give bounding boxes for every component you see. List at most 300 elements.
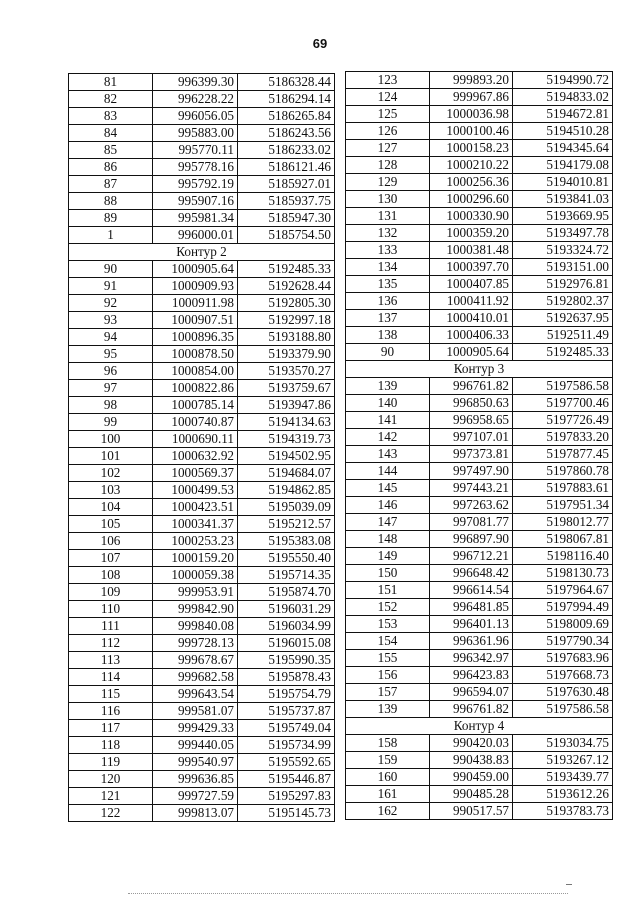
y-coordinate-cell: 5186121.46 [238, 159, 335, 176]
y-coordinate-cell: 5193759.67 [238, 380, 335, 397]
point-number-cell: 107 [69, 550, 153, 567]
point-number-cell: 148 [346, 531, 430, 548]
x-coordinate-cell: 1000100.46 [430, 123, 513, 140]
table-row [346, 463, 613, 480]
x-coordinate-cell: 999540.97 [153, 754, 238, 771]
point-number-cell: 113 [69, 652, 153, 669]
y-coordinate-cell: 5194010.81 [513, 174, 613, 191]
x-coordinate-cell: 1000822.86 [153, 380, 238, 397]
table-row [346, 752, 613, 769]
point-number-cell: 120 [69, 771, 153, 788]
x-coordinate-cell: 1000423.51 [153, 499, 238, 516]
table-row [346, 616, 613, 633]
y-coordinate-cell: 5194672.81 [513, 106, 613, 123]
y-coordinate-cell: 5193379.90 [238, 346, 335, 363]
point-number-cell: 161 [346, 786, 430, 803]
point-number-cell: 119 [69, 754, 153, 771]
table-row [69, 584, 335, 601]
x-coordinate-cell: 999636.85 [153, 771, 238, 788]
x-coordinate-cell: 996897.90 [430, 531, 513, 548]
x-coordinate-cell: 1000569.37 [153, 465, 238, 482]
y-coordinate-cell: 5197630.48 [513, 684, 613, 701]
y-coordinate-cell: 5197860.78 [513, 463, 613, 480]
table-row [346, 106, 613, 123]
point-number-cell: 136 [346, 293, 430, 310]
x-coordinate-cell: 999893.20 [430, 72, 513, 89]
table-row [69, 312, 335, 329]
point-number-cell: 121 [69, 788, 153, 805]
point-number-cell: 81 [69, 74, 153, 91]
contour-label: Контур 4 [346, 718, 613, 735]
x-coordinate-cell: 1000381.48 [430, 242, 513, 259]
table-row [69, 618, 335, 635]
y-coordinate-cell: 5198116.40 [513, 548, 613, 565]
x-coordinate-cell: 996000.01 [153, 227, 238, 244]
x-coordinate-cell: 996361.96 [430, 633, 513, 650]
table-row [69, 465, 335, 482]
x-coordinate-cell: 999953.91 [153, 584, 238, 601]
x-coordinate-cell: 990517.57 [430, 803, 513, 820]
y-coordinate-cell: 5194502.95 [238, 448, 335, 465]
x-coordinate-cell: 999967.86 [430, 89, 513, 106]
y-coordinate-cell: 5192637.95 [513, 310, 613, 327]
point-number-cell: 90 [69, 261, 153, 278]
x-coordinate-cell: 999643.54 [153, 686, 238, 703]
point-number-cell: 145 [346, 480, 430, 497]
x-coordinate-cell: 999813.07 [153, 805, 238, 822]
x-coordinate-cell: 995883.00 [153, 125, 238, 142]
y-coordinate-cell: 5198130.73 [513, 565, 613, 582]
y-coordinate-cell: 5194684.07 [238, 465, 335, 482]
point-number-cell: 86 [69, 159, 153, 176]
point-number-cell: 102 [69, 465, 153, 482]
table-row [346, 191, 613, 208]
table-row [69, 329, 335, 346]
table-row [346, 395, 613, 412]
x-coordinate-cell: 1000410.01 [430, 310, 513, 327]
point-number-cell: 100 [69, 431, 153, 448]
x-coordinate-cell: 996712.21 [430, 548, 513, 565]
table-row [69, 533, 335, 550]
contour-label: Контур 2 [69, 244, 335, 261]
y-coordinate-cell: 5195297.83 [238, 788, 335, 805]
y-coordinate-cell: 5192802.37 [513, 293, 613, 310]
x-coordinate-cell: 995770.11 [153, 142, 238, 159]
y-coordinate-cell: 5193669.95 [513, 208, 613, 225]
x-coordinate-cell: 997497.90 [430, 463, 513, 480]
x-coordinate-cell: 1000411.92 [430, 293, 513, 310]
table-row [346, 701, 613, 718]
y-coordinate-cell: 5192485.33 [238, 261, 335, 278]
point-number-cell: 133 [346, 242, 430, 259]
y-coordinate-cell: 5195714.35 [238, 567, 335, 584]
y-coordinate-cell: 5194833.02 [513, 89, 613, 106]
x-coordinate-cell: 990420.03 [430, 735, 513, 752]
table-row [346, 803, 613, 820]
point-number-cell: 112 [69, 635, 153, 652]
x-coordinate-cell: 1000905.64 [153, 261, 238, 278]
x-coordinate-cell: 999842.90 [153, 601, 238, 618]
x-coordinate-cell: 996850.63 [430, 395, 513, 412]
table-row [69, 261, 335, 278]
x-coordinate-cell: 996056.05 [153, 108, 238, 125]
y-coordinate-cell: 5195734.99 [238, 737, 335, 754]
x-coordinate-cell: 1000406.33 [430, 327, 513, 344]
y-coordinate-cell: 5197586.58 [513, 378, 613, 395]
y-coordinate-cell: 5194990.72 [513, 72, 613, 89]
table-row [346, 446, 613, 463]
point-number-cell: 122 [69, 805, 153, 822]
table-row [346, 293, 613, 310]
table-row [69, 346, 335, 363]
point-number-cell: 124 [346, 89, 430, 106]
x-coordinate-cell: 1000407.85 [430, 276, 513, 293]
table-row [69, 431, 335, 448]
table-row [69, 788, 335, 805]
point-number-cell: 117 [69, 720, 153, 737]
point-number-cell: 105 [69, 516, 153, 533]
table-row [346, 259, 613, 276]
y-coordinate-cell: 5196031.29 [238, 601, 335, 618]
point-number-cell: 84 [69, 125, 153, 142]
point-number-cell: 90 [346, 344, 430, 361]
table-row [346, 514, 613, 531]
x-coordinate-cell: 1000499.53 [153, 482, 238, 499]
table-row [346, 140, 613, 157]
y-coordinate-cell: 5186294.14 [238, 91, 335, 108]
table-row [69, 380, 335, 397]
point-number-cell: 138 [346, 327, 430, 344]
table-row [69, 448, 335, 465]
x-coordinate-cell: 999682.58 [153, 669, 238, 686]
x-coordinate-cell: 999581.07 [153, 703, 238, 720]
point-number-cell: 162 [346, 803, 430, 820]
table-row [69, 550, 335, 567]
table-row [346, 89, 613, 106]
table-row [69, 176, 335, 193]
y-coordinate-cell: 5192485.33 [513, 344, 613, 361]
x-coordinate-cell: 1000341.37 [153, 516, 238, 533]
y-coordinate-cell: 5192805.30 [238, 295, 335, 312]
y-coordinate-cell: 5197877.45 [513, 446, 613, 463]
point-number-cell: 149 [346, 548, 430, 565]
x-coordinate-cell: 997263.62 [430, 497, 513, 514]
point-number-cell: 87 [69, 176, 153, 193]
point-number-cell: 123 [346, 72, 430, 89]
x-coordinate-cell: 1000397.70 [430, 259, 513, 276]
y-coordinate-cell: 5195874.70 [238, 584, 335, 601]
x-coordinate-cell: 995981.34 [153, 210, 238, 227]
x-coordinate-cell: 999678.67 [153, 652, 238, 669]
y-coordinate-cell: 5193267.12 [513, 752, 613, 769]
point-number-cell: 132 [346, 225, 430, 242]
table-row [69, 499, 335, 516]
point-number-cell: 89 [69, 210, 153, 227]
y-coordinate-cell: 5197790.34 [513, 633, 613, 650]
x-coordinate-cell: 1000740.87 [153, 414, 238, 431]
y-coordinate-cell: 5193497.78 [513, 225, 613, 242]
y-coordinate-cell: 5197700.46 [513, 395, 613, 412]
table-row [69, 125, 335, 142]
point-number-cell: 1 [69, 227, 153, 244]
point-number-cell: 98 [69, 397, 153, 414]
point-number-cell: 131 [346, 208, 430, 225]
y-coordinate-cell: 5192511.49 [513, 327, 613, 344]
contour-header-row [346, 718, 613, 735]
y-coordinate-cell: 5194319.73 [238, 431, 335, 448]
table-row [346, 735, 613, 752]
y-coordinate-cell: 5194862.85 [238, 482, 335, 499]
point-number-cell: 143 [346, 446, 430, 463]
x-coordinate-cell: 996594.07 [430, 684, 513, 701]
coordinates-table-right [345, 71, 613, 820]
point-number-cell: 153 [346, 616, 430, 633]
y-coordinate-cell: 5196034.99 [238, 618, 335, 635]
table-row [69, 720, 335, 737]
x-coordinate-cell: 1000036.98 [430, 106, 513, 123]
x-coordinate-cell: 996228.22 [153, 91, 238, 108]
point-number-cell: 116 [69, 703, 153, 720]
page-number: 69 [312, 36, 328, 51]
y-coordinate-cell: 5194345.64 [513, 140, 613, 157]
point-number-cell: 129 [346, 174, 430, 191]
table-row [346, 208, 613, 225]
point-number-cell: 142 [346, 429, 430, 446]
table-row [69, 414, 335, 431]
point-number-cell: 99 [69, 414, 153, 431]
point-number-cell: 125 [346, 106, 430, 123]
table-row [346, 344, 613, 361]
point-number-cell: 91 [69, 278, 153, 295]
point-number-cell: 155 [346, 650, 430, 667]
table-row [69, 754, 335, 771]
x-coordinate-cell: 996761.82 [430, 378, 513, 395]
x-coordinate-cell: 997081.77 [430, 514, 513, 531]
table-row [69, 159, 335, 176]
table-row [346, 378, 613, 395]
point-number-cell: 93 [69, 312, 153, 329]
x-coordinate-cell: 997373.81 [430, 446, 513, 463]
table-row [346, 412, 613, 429]
x-coordinate-cell: 996342.97 [430, 650, 513, 667]
page-mark [566, 884, 572, 885]
y-coordinate-cell: 5195737.87 [238, 703, 335, 720]
point-number-cell: 108 [69, 567, 153, 584]
x-coordinate-cell: 999429.33 [153, 720, 238, 737]
x-coordinate-cell: 990438.83 [430, 752, 513, 769]
table-row [346, 582, 613, 599]
contour-header-row [69, 244, 335, 261]
y-coordinate-cell: 5195550.40 [238, 550, 335, 567]
x-coordinate-cell: 1000159.20 [153, 550, 238, 567]
y-coordinate-cell: 5193439.77 [513, 769, 613, 786]
y-coordinate-cell: 5197586.58 [513, 701, 613, 718]
point-number-cell: 157 [346, 684, 430, 701]
x-coordinate-cell: 999440.05 [153, 737, 238, 754]
table-row [346, 429, 613, 446]
y-coordinate-cell: 5197883.61 [513, 480, 613, 497]
table-row [69, 601, 335, 618]
point-number-cell: 139 [346, 701, 430, 718]
y-coordinate-cell: 5195749.04 [238, 720, 335, 737]
table-row [69, 516, 335, 533]
table-row [346, 123, 613, 140]
x-coordinate-cell: 996423.83 [430, 667, 513, 684]
point-number-cell: 103 [69, 482, 153, 499]
x-coordinate-cell: 1000296.60 [430, 191, 513, 208]
x-coordinate-cell: 1000907.51 [153, 312, 238, 329]
point-number-cell: 152 [346, 599, 430, 616]
contour-header-row [346, 361, 613, 378]
x-coordinate-cell: 997443.21 [430, 480, 513, 497]
x-coordinate-cell: 995778.16 [153, 159, 238, 176]
table-row [69, 363, 335, 380]
y-coordinate-cell: 5186265.84 [238, 108, 335, 125]
table-row [346, 599, 613, 616]
table-row [346, 565, 613, 582]
point-number-cell: 151 [346, 582, 430, 599]
y-coordinate-cell: 5193324.72 [513, 242, 613, 259]
x-coordinate-cell: 996399.30 [153, 74, 238, 91]
x-coordinate-cell: 990459.00 [430, 769, 513, 786]
x-coordinate-cell: 995907.16 [153, 193, 238, 210]
y-coordinate-cell: 5193783.73 [513, 803, 613, 820]
y-coordinate-cell: 5195145.73 [238, 805, 335, 822]
point-number-cell: 146 [346, 497, 430, 514]
point-number-cell: 104 [69, 499, 153, 516]
table-row [69, 397, 335, 414]
table-row [69, 210, 335, 227]
table-row [69, 805, 335, 822]
table-row [69, 669, 335, 686]
x-coordinate-cell: 996481.85 [430, 599, 513, 616]
y-coordinate-cell: 5193151.00 [513, 259, 613, 276]
y-coordinate-cell: 5195446.87 [238, 771, 335, 788]
y-coordinate-cell: 5195212.57 [238, 516, 335, 533]
table-row [346, 242, 613, 259]
x-coordinate-cell: 1000253.23 [153, 533, 238, 550]
y-coordinate-cell: 5194179.08 [513, 157, 613, 174]
y-coordinate-cell: 5195039.09 [238, 499, 335, 516]
x-coordinate-cell: 996761.82 [430, 701, 513, 718]
x-coordinate-cell: 995792.19 [153, 176, 238, 193]
table-row [69, 108, 335, 125]
table-row [346, 174, 613, 191]
x-coordinate-cell: 1000359.20 [430, 225, 513, 242]
x-coordinate-cell: 999728.13 [153, 635, 238, 652]
y-coordinate-cell: 5192976.81 [513, 276, 613, 293]
y-coordinate-cell: 5198009.69 [513, 616, 613, 633]
x-coordinate-cell: 1000905.64 [430, 344, 513, 361]
table-row [69, 771, 335, 788]
table-row [346, 633, 613, 650]
table-row [346, 650, 613, 667]
table-row [346, 667, 613, 684]
y-coordinate-cell: 5198012.77 [513, 514, 613, 531]
point-number-cell: 156 [346, 667, 430, 684]
x-coordinate-cell: 1000256.36 [430, 174, 513, 191]
point-number-cell: 92 [69, 295, 153, 312]
point-number-cell: 115 [69, 686, 153, 703]
point-number-cell: 101 [69, 448, 153, 465]
point-number-cell: 85 [69, 142, 153, 159]
x-coordinate-cell: 1000210.22 [430, 157, 513, 174]
x-coordinate-cell: 999727.59 [153, 788, 238, 805]
point-number-cell: 114 [69, 669, 153, 686]
table-row [346, 480, 613, 497]
y-coordinate-cell: 5196015.08 [238, 635, 335, 652]
x-coordinate-cell: 1000896.35 [153, 329, 238, 346]
point-number-cell: 94 [69, 329, 153, 346]
table-row [69, 652, 335, 669]
point-number-cell: 147 [346, 514, 430, 531]
point-number-cell: 97 [69, 380, 153, 397]
point-number-cell: 83 [69, 108, 153, 125]
y-coordinate-cell: 5193947.86 [238, 397, 335, 414]
y-coordinate-cell: 5192628.44 [238, 278, 335, 295]
point-number-cell: 88 [69, 193, 153, 210]
point-number-cell: 82 [69, 91, 153, 108]
point-number-cell: 96 [69, 363, 153, 380]
y-coordinate-cell: 5195383.08 [238, 533, 335, 550]
y-coordinate-cell: 5198067.81 [513, 531, 613, 548]
point-number-cell: 135 [346, 276, 430, 293]
y-coordinate-cell: 5185937.75 [238, 193, 335, 210]
point-number-cell: 139 [346, 378, 430, 395]
x-coordinate-cell: 1000909.93 [153, 278, 238, 295]
y-coordinate-cell: 5195878.43 [238, 669, 335, 686]
point-number-cell: 159 [346, 752, 430, 769]
table-row [69, 193, 335, 210]
table-row [346, 72, 613, 89]
x-coordinate-cell: 1000158.23 [430, 140, 513, 157]
table-row [69, 227, 335, 244]
contour-label: Контур 3 [346, 361, 613, 378]
y-coordinate-cell: 5197951.34 [513, 497, 613, 514]
y-coordinate-cell: 5185927.01 [238, 176, 335, 193]
footer-divider [128, 893, 568, 894]
y-coordinate-cell: 5194134.63 [238, 414, 335, 431]
x-coordinate-cell: 990485.28 [430, 786, 513, 803]
y-coordinate-cell: 5193034.75 [513, 735, 613, 752]
x-coordinate-cell: 1000854.00 [153, 363, 238, 380]
x-coordinate-cell: 1000911.98 [153, 295, 238, 312]
table-row [69, 686, 335, 703]
table-row [346, 769, 613, 786]
point-number-cell: 137 [346, 310, 430, 327]
point-number-cell: 140 [346, 395, 430, 412]
point-number-cell: 130 [346, 191, 430, 208]
x-coordinate-cell: 1000632.92 [153, 448, 238, 465]
y-coordinate-cell: 5192997.18 [238, 312, 335, 329]
coordinates-table-left [68, 73, 335, 822]
point-number-cell: 150 [346, 565, 430, 582]
point-number-cell: 95 [69, 346, 153, 363]
point-number-cell: 110 [69, 601, 153, 618]
y-coordinate-cell: 5186233.02 [238, 142, 335, 159]
y-coordinate-cell: 5195990.35 [238, 652, 335, 669]
y-coordinate-cell: 5195592.65 [238, 754, 335, 771]
y-coordinate-cell: 5185754.50 [238, 227, 335, 244]
y-coordinate-cell: 5185947.30 [238, 210, 335, 227]
table-row [69, 142, 335, 159]
x-coordinate-cell: 1000878.50 [153, 346, 238, 363]
y-coordinate-cell: 5193841.03 [513, 191, 613, 208]
y-coordinate-cell: 5186328.44 [238, 74, 335, 91]
point-number-cell: 127 [346, 140, 430, 157]
point-number-cell: 141 [346, 412, 430, 429]
point-number-cell: 118 [69, 737, 153, 754]
